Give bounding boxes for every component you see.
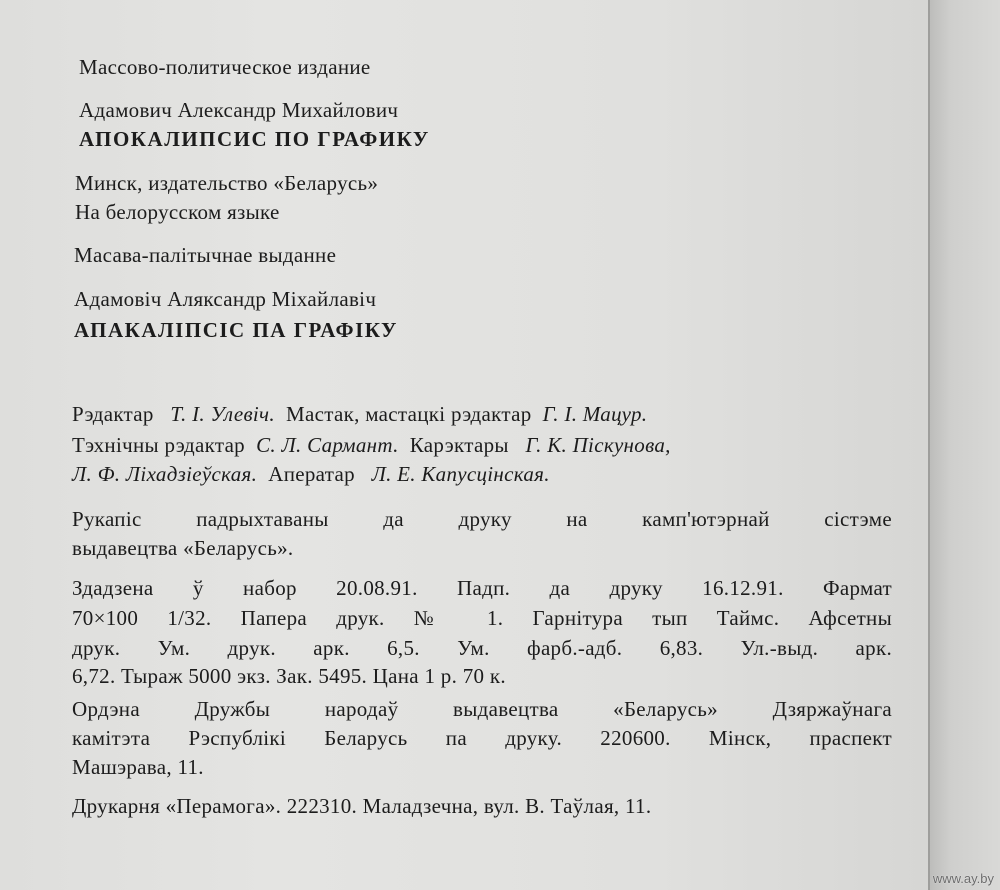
imprint-line-1: Здадзена ў набор 20.08.91. Падп. да друку 16.12.91. Фармат — [72, 576, 892, 600]
be-author: Адамовіч Аляксандр Міхайлавіч — [74, 287, 377, 311]
manuscript-line-2: выдавецтва «Беларусь». — [72, 536, 294, 560]
ru-author: Адамович Александр Михайлович — [79, 98, 399, 122]
publisher-line-1: Ордэна Дружбы народаў выдавецтва «Беларусь» Дзяржаўнага — [72, 697, 892, 721]
credits-line-1 — [72, 402, 647, 426]
operator-label: Аператар — [268, 462, 355, 486]
ru-language: На белорусском языке — [75, 200, 280, 224]
ru-series: Массово-политическое издание — [79, 55, 371, 79]
operator-name: Л. Е. Капусцінская. — [371, 462, 550, 486]
editor-name: Т. І. Улевіч. — [170, 402, 275, 426]
imprint-line-2: 70×100 1/32. Папера друк. № 1. Гарнітура тып Таймс. Афсетны — [72, 606, 892, 630]
tech-editor-name: С. Л. Сармант. — [256, 433, 399, 457]
imprint-line-3: друк. Ум. друк. арк. 6,5. Ум. фарб.-адб. 6,83. Ул.-выд. арк. — [72, 636, 892, 660]
printer-line: Друкарня «Перамога». 222310. Маладзечна, вул. В. Таўлая, 11. — [72, 794, 652, 818]
proofreader-2: Л. Ф. Ліхадзіеўская. — [72, 462, 258, 486]
publisher-line-2: камітэта Рэспублікі Беларусь па друку. 220600. Мінск, праспект — [72, 726, 892, 750]
tech-editor-label: Тэхнічны рэдактар — [72, 433, 245, 457]
artist-label: Мастак, мастацкі рэдактар — [286, 402, 532, 426]
be-title: АПАКАЛІПСІС ПА ГРАФІКУ — [74, 318, 398, 342]
artist-name: Г. І. Мацур. — [542, 402, 648, 426]
watermark: www.ay.by — [932, 871, 994, 886]
manuscript-line-1: Рукапіс падрыхтаваны да друку на камп'ютэрнай сістэме — [72, 507, 892, 531]
be-series: Масава-палітычнае выданне — [74, 243, 337, 267]
editor-label: Рэдактар — [72, 402, 154, 426]
proofreader-1: Г. К. Піскунова, — [525, 433, 671, 457]
page-shadow — [930, 0, 1000, 890]
credits-line-3 — [72, 462, 550, 486]
imprint-line-4: 6,72. Тыраж 5000 экз. Зак. 5495. Цана 1 р. 70 к. — [72, 664, 506, 688]
ru-title: АПОКАЛИПСИС ПО ГРАФИКУ — [79, 127, 430, 151]
publisher-line-3: Машэрава, 11. — [72, 755, 204, 779]
ru-publisher: Минск, издательство «Беларусь» — [75, 171, 379, 195]
credits-line-2 — [72, 433, 671, 457]
proofreaders-label: Карэктары — [409, 433, 509, 457]
